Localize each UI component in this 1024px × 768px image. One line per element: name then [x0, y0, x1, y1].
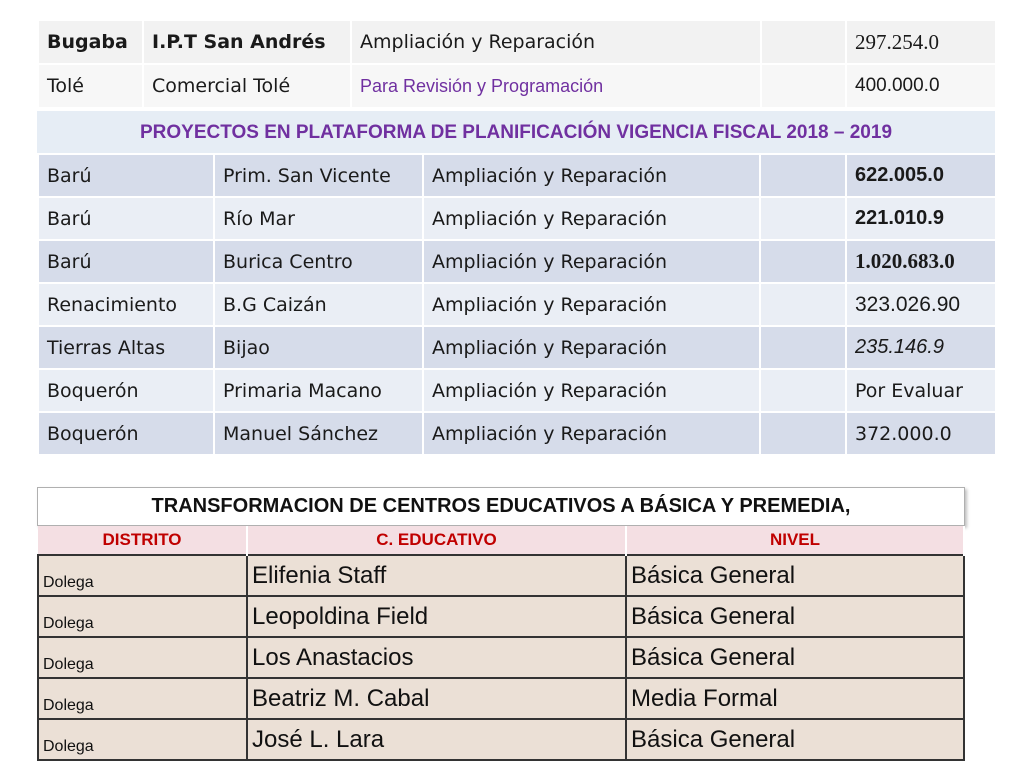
centro-cell: Elifenia Staff	[247, 555, 626, 596]
centro-cell: Los Anastacios	[247, 637, 626, 678]
empty-cell	[760, 240, 846, 283]
monto-cell: 1.020.683.0	[846, 240, 996, 283]
empty-cell	[760, 197, 846, 240]
tipo-cell: Ampliación y Reparación	[423, 154, 760, 197]
distrito-cell: Boquerón	[38, 369, 214, 412]
plataforma-projects-table	[37, 153, 997, 456]
table-row	[38, 555, 964, 596]
centro-cell: Prim. San Vicente	[214, 154, 423, 197]
transformacion-title: TRANSFORMACION DE CENTROS EDUCATIVOS A BÁSICA Y PREMEDIA,	[37, 487, 965, 526]
tipo-cell: Ampliación y Reparación	[423, 326, 760, 369]
distrito-cell: Bugaba	[38, 20, 143, 64]
centro-cell: B.G Caizán	[214, 283, 423, 326]
distrito-cell: Dolega	[38, 637, 247, 678]
distrito-cell: Renacimiento	[38, 283, 214, 326]
centro-cell: Leopoldina Field	[247, 596, 626, 637]
header-row	[38, 526, 964, 555]
table-row	[38, 64, 996, 108]
column-header-nivel: NIVEL	[626, 526, 964, 555]
distrito-cell: Barú	[38, 154, 214, 197]
table-row	[38, 20, 996, 64]
monto-cell: 372.000.0	[846, 412, 996, 455]
monto-cell: 235.146.9	[846, 326, 996, 369]
table-row	[38, 369, 996, 412]
monto-cell: 400.000.0	[846, 64, 996, 108]
monto-cell: 297.254.0	[846, 20, 996, 64]
centro-cell: Comercial Tolé	[143, 64, 351, 108]
empty-cell	[761, 20, 846, 64]
table-row	[38, 240, 996, 283]
tipo-cell: Ampliación y Reparación	[423, 240, 760, 283]
table-row	[38, 678, 964, 719]
tipo-cell: Ampliación y Reparación	[423, 369, 760, 412]
empty-cell	[760, 412, 846, 455]
distrito-cell: Dolega	[38, 555, 247, 596]
table-row	[38, 197, 996, 240]
distrito-cell: Barú	[38, 240, 214, 283]
empty-cell	[760, 326, 846, 369]
tipo-cell: Ampliación y Reparación	[423, 412, 760, 455]
monto-cell: 622.005.0	[846, 154, 996, 197]
nivel-cell: Básica General	[626, 596, 964, 637]
table-row	[38, 637, 964, 678]
centro-cell: Beatriz M. Cabal	[247, 678, 626, 719]
distrito-cell: Dolega	[38, 678, 247, 719]
table-row	[38, 596, 964, 637]
nivel-cell: Media Formal	[626, 678, 964, 719]
tipo-cell: Ampliación y Reparación	[351, 20, 761, 64]
table-row	[38, 412, 996, 455]
empty-cell	[761, 64, 846, 108]
monto-cell: 323.026.90	[846, 283, 996, 326]
nivel-cell: Básica General	[626, 637, 964, 678]
tipo-cell: Para Revisión y Programación	[351, 64, 761, 108]
nivel-cell: Básica General	[626, 719, 964, 760]
tipo-cell: Ampliación y Reparación	[423, 197, 760, 240]
distrito-cell: Barú	[38, 197, 214, 240]
centro-cell: Manuel Sánchez	[214, 412, 423, 455]
transformacion-table	[37, 526, 965, 761]
centro-cell: Bijao	[214, 326, 423, 369]
table-row	[38, 283, 996, 326]
table-row	[38, 326, 996, 369]
centro-cell: Burica Centro	[214, 240, 423, 283]
nivel-cell: Básica General	[626, 555, 964, 596]
distrito-cell: Dolega	[38, 719, 247, 760]
tipo-cell: Ampliación y Reparación	[423, 283, 760, 326]
column-header-centro: C. EDUCATIVO	[247, 526, 626, 555]
centro-cell: Río Mar	[214, 197, 423, 240]
section-title: PROYECTOS EN PLATAFORMA DE PLANIFICACIÓN VIGENCIA FISCAL 2018 – 2019	[37, 109, 995, 154]
table-row	[38, 154, 996, 197]
table-row	[38, 719, 964, 760]
centro-cell: I.P.T San Andrés	[143, 20, 351, 64]
monto-cell: Por Evaluar	[846, 369, 996, 412]
top-projects-table	[37, 19, 997, 109]
monto-cell: 221.010.9	[846, 197, 996, 240]
centro-cell: Primaria Macano	[214, 369, 423, 412]
empty-cell	[760, 154, 846, 197]
distrito-cell: Boquerón	[38, 412, 214, 455]
centro-cell: José L. Lara	[247, 719, 626, 760]
column-header-distrito: DISTRITO	[38, 526, 247, 555]
distrito-cell: Tierras Altas	[38, 326, 214, 369]
empty-cell	[760, 369, 846, 412]
empty-cell	[760, 283, 846, 326]
distrito-cell: Tolé	[38, 64, 143, 108]
distrito-cell: Dolega	[38, 596, 247, 637]
